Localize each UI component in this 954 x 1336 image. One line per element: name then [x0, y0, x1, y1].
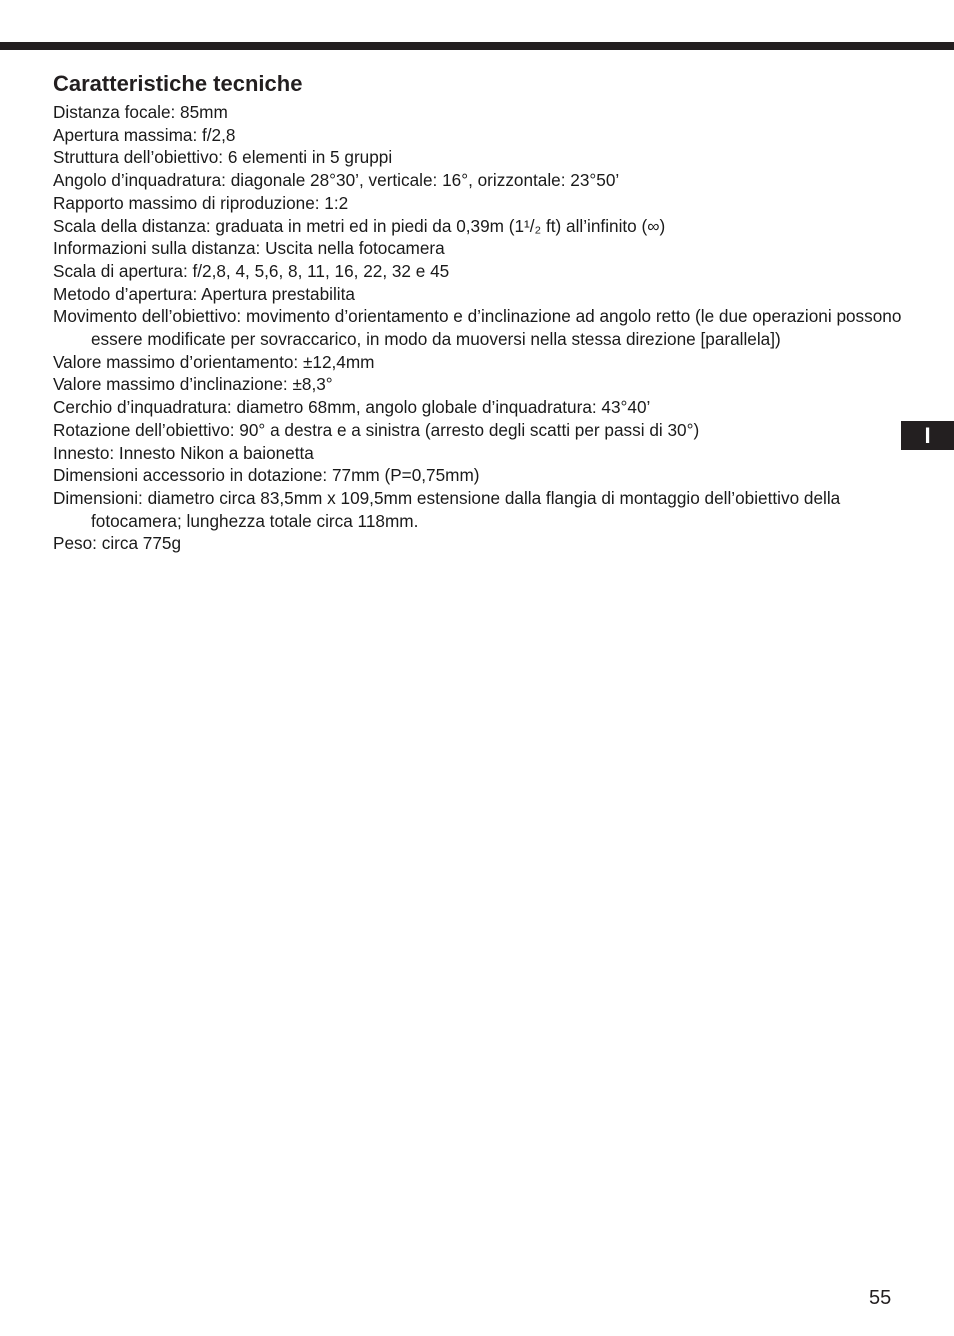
- spec-list: [53, 101, 903, 555]
- spec-image-circle: Cerchio d’inquadratura: diametro 68mm, angolo globale d’inquadratura: 43°40’: [53, 397, 651, 418]
- spec-lens-rotation: Rotazione dell’obiettivo: 90° a destra e a sinistra (arresto degli scatti per passi di 30°): [53, 419, 700, 440]
- spec-focal-length: Distanza focale: 85mm: [53, 102, 228, 122]
- spec-lens-movement: Movimento dell’obiettivo: movimento d’orientamento e d’inclinazione ad angolo retto (le due operazioni possono essere modificate per sovraccarico, in modo da muoversi nella stessa direzione [parallela]): [53, 306, 902, 350]
- spec-aperture-method: Metodo d’apertura: Apertura prestabilita: [53, 283, 355, 304]
- top-rule: [0, 42, 954, 50]
- spec-reproduction-ratio: Rapporto massimo di riproduzione: 1:2: [53, 192, 349, 213]
- spec-mount: Innesto: Innesto Nikon a baionetta: [53, 442, 314, 463]
- page-title: Caratteristiche tecniche: [53, 71, 303, 96]
- spec-max-shift: Valore massimo d’orientamento: ±12,4mm: [53, 351, 375, 372]
- spec-max-aperture: Apertura massima: f/2,8: [53, 124, 236, 145]
- spec-lens-construction: Struttura dell’obiettivo: 6 elementi in 5 gruppi: [53, 147, 393, 168]
- page-number: 55: [869, 1287, 892, 1309]
- language-tab: I: [901, 421, 954, 450]
- spec-aperture-scale: Scala di apertura: f/2,8, 4, 5,6, 8, 11, 16, 22, 32 e 45: [53, 260, 450, 281]
- spec-attachment-size: Dimensioni accessorio in dotazione: 77mm (P=0,75mm): [53, 465, 480, 486]
- spec-dimensions: Dimensioni: diametro circa 83,5mm x 109,5mm estensione dalla flangia di montaggio dell’obiettivo della fotocamera; lunghezza totale circa 118mm.: [53, 487, 841, 531]
- spec-distance-scale: Scala della distanza: graduata in metri ed in piedi da 0,39m (1¹/₂ ft) all’infinito (∞): [53, 215, 666, 236]
- spec-distance-info: Informazioni sulla distanza: Uscita nella fotocamera: [53, 238, 445, 259]
- spec-max-tilt: Valore massimo d’inclinazione: ±8,3°: [53, 374, 333, 395]
- spec-picture-angle: Angolo d’inquadratura: diagonale 28°30’, verticale: 16°, orizzontale: 23°50’: [53, 170, 620, 191]
- spec-weight: Peso: circa 775g: [53, 533, 182, 554]
